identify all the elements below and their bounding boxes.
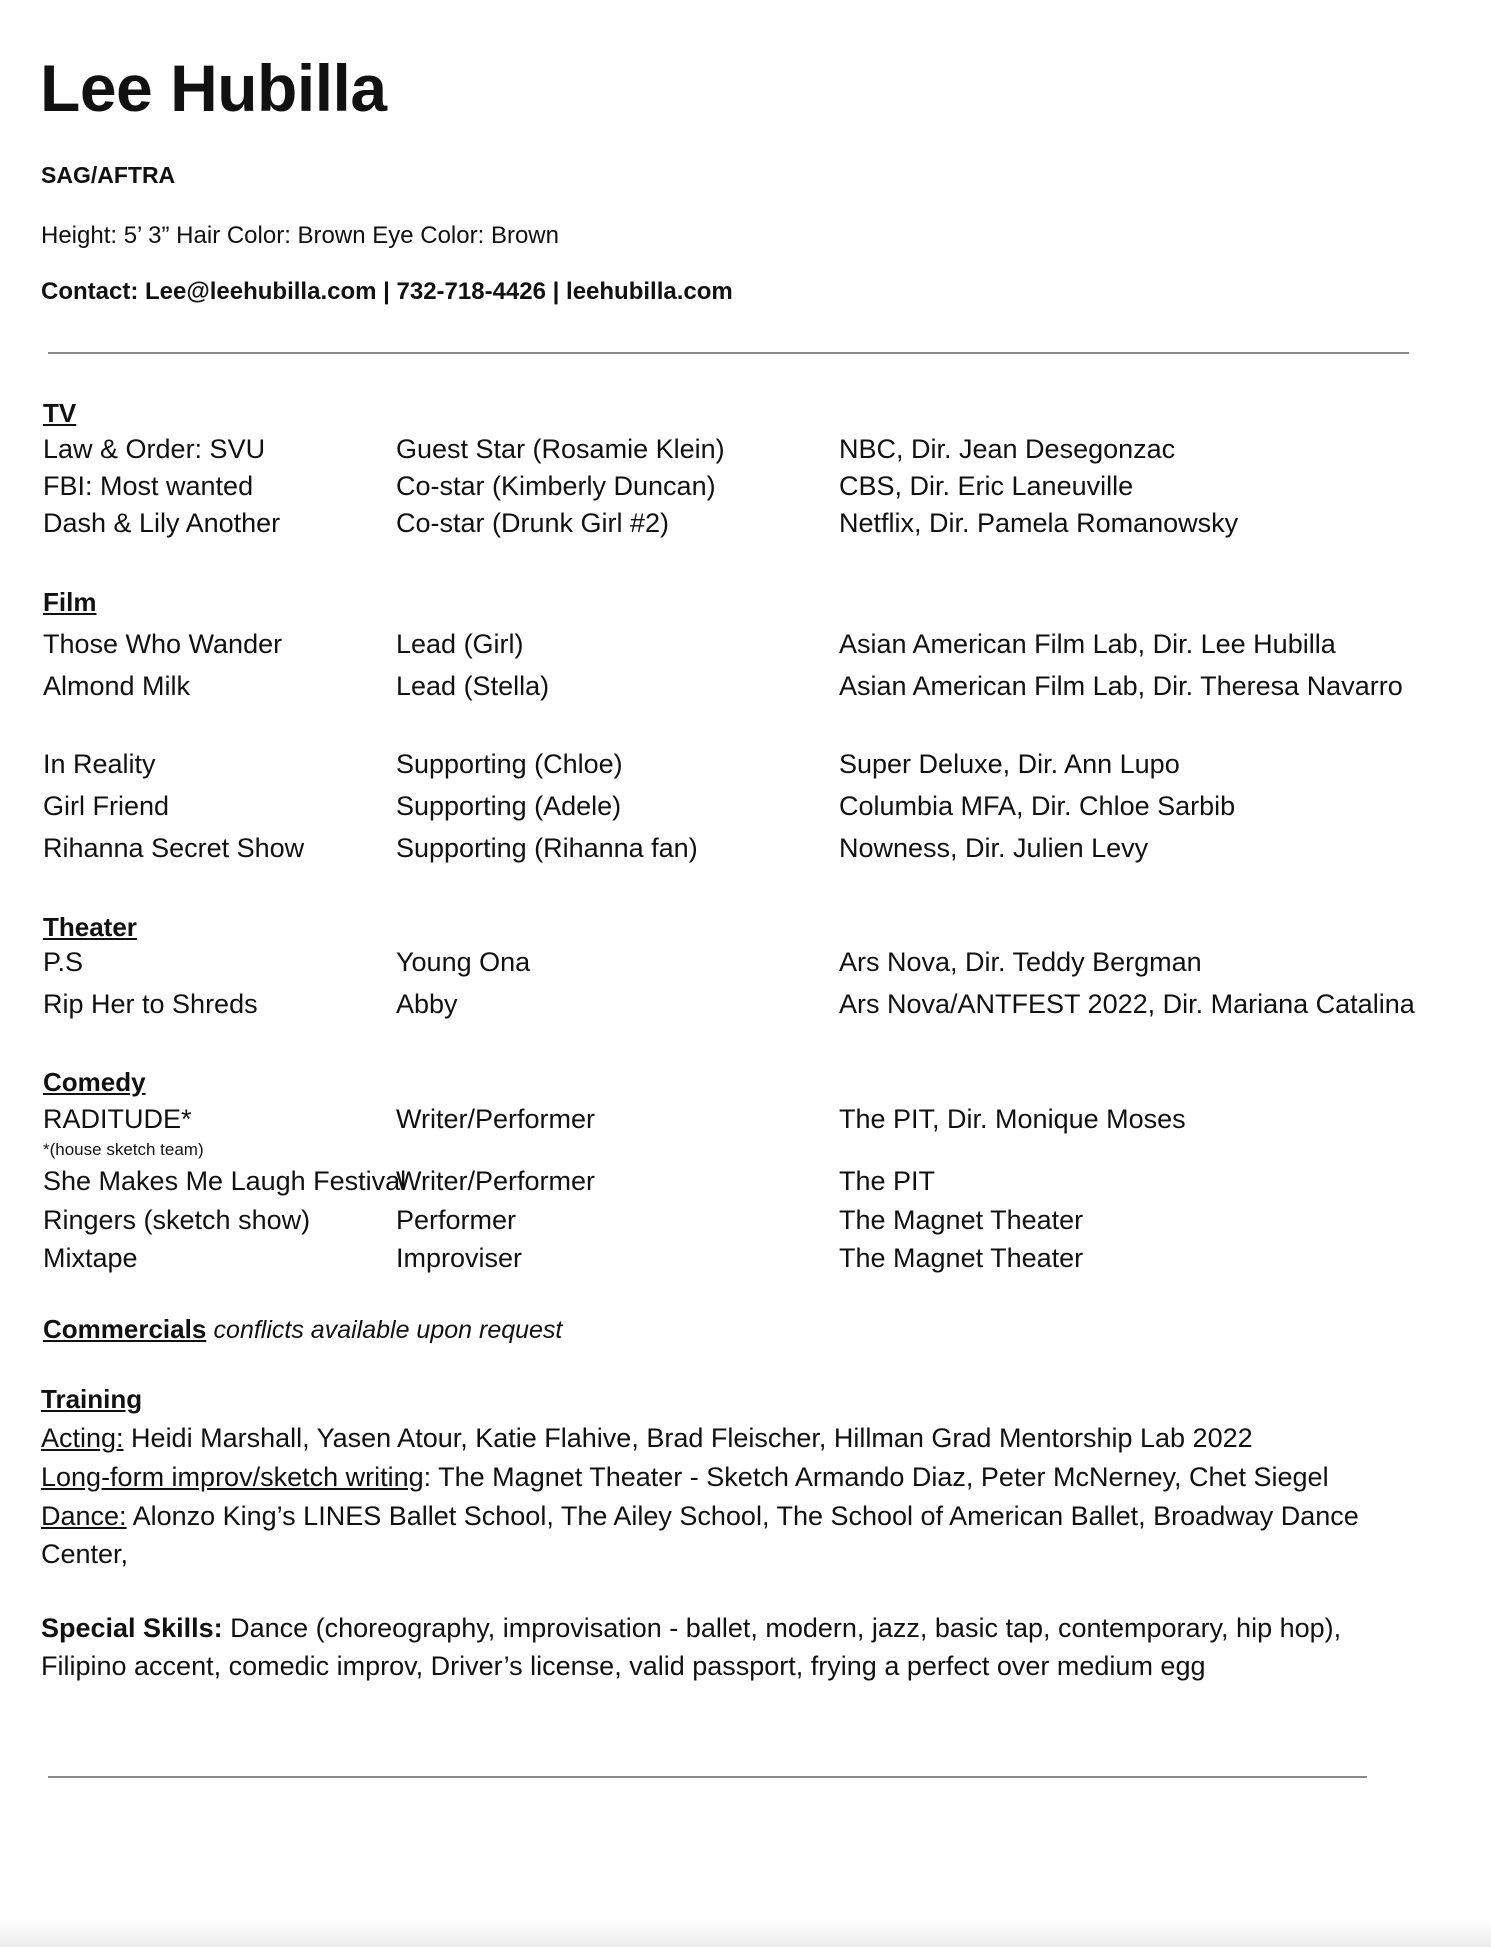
credit-role: Lead (Girl) [396, 629, 524, 659]
credit-title: Girl Friend [43, 791, 170, 821]
section-heading-commercials: Commercials [43, 1314, 207, 1344]
section-heading-comedy: Comedy [43, 1067, 146, 1097]
credit-role: Writer/Performer [396, 1166, 596, 1196]
credit-role: Supporting (Chloe) [396, 749, 623, 779]
credit-row [43, 434, 1463, 468]
commercials-line [43, 1314, 562, 1345]
credit-title: P.S [43, 947, 84, 977]
credit-production: Asian American Film Lab, Dir. Theresa Navarro [839, 671, 1403, 701]
credit-title: Mixtape [43, 1243, 138, 1273]
training-dance [41, 1497, 1381, 1573]
page-edge [0, 1920, 1491, 1947]
credit-row [43, 989, 1463, 1023]
credit-role: Supporting (Rihanna fan) [396, 833, 698, 863]
credit-title: Rihanna Secret Show [43, 833, 305, 863]
credit-role: Guest Star (Rosamie Klein) [396, 434, 725, 464]
credit-role: Improviser [396, 1243, 523, 1273]
credit-role: Lead (Stella) [396, 671, 550, 701]
top-divider [48, 352, 1409, 354]
credit-title: In Reality [43, 749, 156, 779]
section-heading-theater: Theater [43, 912, 137, 942]
credit-row [43, 471, 1463, 505]
credit-role: Writer/Performer [396, 1104, 596, 1134]
section-heading-tv: TV [43, 398, 77, 428]
credit-title: FBI: Most wanted [43, 471, 254, 501]
credit-title: Almond Milk [43, 671, 191, 701]
credit-role: Co-star (Kimberly Duncan) [396, 471, 716, 501]
skills-text: Dance (choreography, improvisation - ballet, modern, jazz, basic tap, contemporary, hip hop), Filipino accent, comedic improv, Driver’s license, valid passport, frying a perfect over medium egg [41, 1613, 1342, 1681]
credit-production: Nowness, Dir. Julien Levy [839, 833, 1149, 863]
credit-production: Super Deluxe, Dir. Ann Lupo [839, 749, 1180, 779]
credit-production: The PIT, Dir. Monique Moses [839, 1104, 1186, 1134]
credit-row [43, 508, 1463, 542]
union-affiliation: SAG/AFTRA [41, 162, 176, 188]
section-heading-training: Training [41, 1384, 143, 1414]
credit-role: Co-star (Drunk Girl #2) [396, 508, 670, 538]
section-heading-film: Film [43, 587, 97, 617]
training-text: Heidi Marshall, Yasen Atour, Katie Flahive, Brad Fleischer, Hillman Grad Mentorship Lab 2022 [123, 1423, 1253, 1453]
training-improv [41, 1458, 1381, 1496]
bottom-divider [48, 1776, 1367, 1778]
credit-production: Columbia MFA, Dir. Chloe Sarbib [839, 791, 1236, 821]
credit-title: RADITUDE* [43, 1104, 192, 1134]
credit-production: Netflix, Dir. Pamela Romanowsky [839, 508, 1239, 538]
training-text: Alonzo King’s LINES Ballet School, The Ailey School, The School of American Ballet, Broadway Dance Center, [41, 1501, 1359, 1569]
credit-title: She Makes Me Laugh Festival [43, 1166, 407, 1196]
credit-row [43, 1205, 1463, 1239]
credit-title: Dash & Lily Another [43, 508, 281, 538]
credit-row [43, 791, 1463, 825]
credit-production: The Magnet Theater [839, 1205, 1084, 1235]
credit-row [43, 1243, 1463, 1277]
credit-row [43, 947, 1463, 981]
credit-title: Ringers (sketch show) [43, 1205, 311, 1235]
commercials-note: conflicts available upon request [213, 1316, 563, 1344]
training-text: : The Magnet Theater - Sketch Armando Diaz, Peter McNerney, Chet Siegel [423, 1462, 1329, 1492]
credit-title: Rip Her to Shreds [43, 989, 258, 1019]
physical-stats: Height: 5’ 3” Hair Color: Brown Eye Color: Brown [41, 222, 559, 249]
credit-role: Young Ona [396, 947, 531, 977]
actor-name: Lee Hubilla [40, 51, 387, 125]
credit-production: The PIT [839, 1166, 936, 1196]
credit-title: Law & Order: SVU [43, 434, 266, 464]
credit-role: Supporting (Adele) [396, 791, 622, 821]
credit-row [43, 833, 1463, 867]
credit-row [43, 749, 1463, 783]
training-label: Long-form improv/sketch writing [41, 1462, 424, 1492]
credit-row [43, 629, 1463, 663]
footnote: *(house sketch team) [43, 1140, 204, 1159]
training-label: Dance: [41, 1501, 127, 1531]
credit-role: Abby [396, 989, 458, 1019]
contact-line: Contact: Lee@leehubilla.com | 732-718-4426 | leehubilla.com [41, 278, 733, 305]
training-acting [41, 1419, 1381, 1457]
credit-production: Ars Nova/ANTFEST 2022, Dir. Mariana Catalina [839, 989, 1415, 1019]
credit-role: Performer [396, 1205, 517, 1235]
credit-row [43, 1104, 1463, 1138]
credit-row [43, 1166, 1463, 1200]
credit-production: The Magnet Theater [839, 1243, 1084, 1273]
credit-production: NBC, Dir. Jean Desegonzac [839, 434, 1176, 464]
skills-label: Special Skills: [41, 1613, 223, 1643]
special-skills [41, 1609, 1381, 1685]
credit-production: CBS, Dir. Eric Laneuville [839, 471, 1134, 501]
credit-production: Ars Nova, Dir. Teddy Bergman [839, 947, 1202, 977]
credit-production: Asian American Film Lab, Dir. Lee Hubilla [839, 629, 1336, 659]
training-label: Acting: [41, 1423, 124, 1453]
credit-title: Those Who Wander [43, 629, 283, 659]
credit-row [43, 671, 1463, 705]
